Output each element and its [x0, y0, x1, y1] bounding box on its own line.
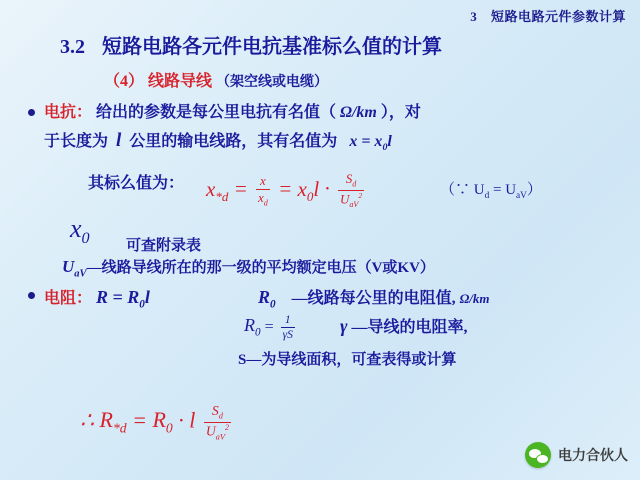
- r0-unit: Ω/km: [459, 291, 490, 306]
- numer-s: S: [345, 171, 353, 186]
- resistance-eq-sub: 0: [139, 298, 145, 311]
- r0-denom-gamma: γ: [282, 329, 288, 342]
- r0-formula: [244, 314, 298, 341]
- r0-formula-base: R: [244, 315, 255, 336]
- formula-conclusion: [80, 404, 234, 441]
- reactance-line1-tail: ），对: [380, 104, 421, 121]
- condition-sub-d: d: [484, 191, 490, 201]
- reactance-line2-a: 于长度为: [44, 133, 109, 150]
- r0-fraction-bar: [281, 327, 295, 328]
- formula-condition: [440, 178, 542, 201]
- x0-base: x: [70, 214, 82, 243]
- bullet-dot-reactance: [28, 109, 35, 116]
- uav-sub: aV: [74, 268, 87, 280]
- conclusion-lhs-sub: *d: [112, 420, 127, 436]
- formula-x0: x: [297, 176, 307, 201]
- conclusion-denom-sub: aV: [215, 430, 226, 441]
- formula-per-unit-reactance: [206, 172, 367, 209]
- formula-equals-1: =: [233, 176, 254, 201]
- conclusion-fraction-denominator: [204, 424, 231, 441]
- conclusion-therefore: ∴: [80, 407, 94, 433]
- section-title-text: 短路电路各元件电抗基准标么值的计算: [102, 36, 442, 58]
- formula-l: l: [313, 176, 320, 201]
- r0-formula-lhs: [244, 315, 261, 339]
- fraction-sd-over-uav2: [338, 172, 364, 209]
- bullet-dot-resistance: [28, 292, 35, 299]
- r0-base: R: [258, 287, 271, 307]
- fraction-numerator-x: x: [260, 172, 266, 188]
- r0-symbol: [258, 287, 276, 311]
- reactance-line1-unit: Ω/km: [340, 104, 377, 121]
- denom-u: U: [339, 191, 350, 207]
- slide-header: [470, 6, 626, 25]
- r0-denom-s: S: [287, 329, 293, 342]
- conclusion-lhs-base: R: [99, 407, 113, 433]
- r0-formula-equals: =: [264, 318, 274, 336]
- denom-x-sub: d: [263, 198, 268, 208]
- denom-x: x: [258, 189, 264, 205]
- gamma-symbol: γ: [340, 316, 348, 336]
- fraction-denominator-xd: [256, 191, 270, 208]
- formula-dot: ·: [324, 176, 335, 201]
- formula-lhs-sub: *d: [215, 188, 229, 204]
- formula-x0-l: [297, 176, 320, 204]
- gamma-definition: [340, 314, 468, 337]
- r0-fraction-denominator: [281, 329, 295, 341]
- conclusion-numer-sub: d: [218, 410, 223, 421]
- uav-text: —线路导线所在的那一级的平均额定电压（V或KV）: [86, 260, 435, 276]
- resistance-eq-lhs: R = R: [96, 287, 140, 307]
- condition-mid: = U: [489, 182, 517, 198]
- condition-end: ）: [526, 182, 542, 198]
- formula-x0-sub: 0: [306, 188, 314, 204]
- resistance-line: [44, 285, 150, 311]
- conclusion-r0: [152, 407, 173, 436]
- conclusion-equals: =: [132, 407, 147, 433]
- formula-lhs-x: x: [206, 176, 216, 201]
- formula-equals-2: =: [278, 176, 298, 201]
- section-title: [60, 30, 442, 59]
- formula-lhs: [206, 176, 229, 204]
- reactance-line2-b: 公里的输电线路，其有名值为: [129, 133, 338, 150]
- subsection-index: （4）: [104, 73, 145, 90]
- conclusion-denom-u: U: [205, 423, 216, 439]
- fraction-numerator-sd: [338, 172, 364, 189]
- conclusion-r0-base: R: [152, 407, 166, 433]
- x0-sub: 0: [81, 230, 90, 248]
- x0-lookup-note: 可查附录表: [126, 238, 202, 254]
- conclusion-numer-s: S: [211, 403, 219, 418]
- fraction-x-over-xd: [256, 174, 270, 208]
- resistance-label: 电阻：: [44, 290, 93, 307]
- conclusion-denom-sup: 2: [225, 422, 229, 432]
- condition-prefix: （∵ U: [440, 182, 485, 198]
- uav-base: U: [62, 257, 75, 276]
- r0-formula-sub: 0: [255, 326, 261, 339]
- eq-l-factor: l: [387, 133, 392, 150]
- eq-x0-subscript: 0: [382, 142, 388, 154]
- symbol-x0: [70, 214, 90, 248]
- r0-sub: 0: [270, 298, 276, 311]
- conclusion-lhs: [99, 407, 127, 436]
- r0-definition: [258, 285, 490, 311]
- header-chapter-title: 短路电路元件参数计算: [490, 9, 626, 24]
- wechat-icon: [525, 442, 551, 468]
- s-definition: S—为导线面积，可查表得或计算: [238, 352, 457, 368]
- reactance-line-2: [44, 128, 392, 153]
- conclusion-r0-sub: 0: [165, 420, 173, 436]
- conclusion-dot-l: · l: [178, 407, 196, 433]
- section-number: 3.2: [60, 36, 85, 58]
- reactance-named-value-eq: [341, 133, 392, 154]
- gamma-desc: —导线的电阻率,: [351, 319, 468, 336]
- numer-s-sub: d: [352, 179, 357, 189]
- r0-fraction-numerator: 1: [284, 314, 291, 326]
- length-symbol-l: l: [116, 130, 122, 151]
- r0-desc: —线路每公里的电阻值,: [291, 290, 456, 307]
- reactance-line-1: [44, 99, 421, 122]
- resistance-eq-l: l: [144, 287, 150, 307]
- reactance-line-3: 其标么值为：: [88, 175, 185, 192]
- resistance-equation: [96, 287, 150, 311]
- watermark: [525, 442, 628, 468]
- eq-x-equals-x: x = x: [349, 133, 383, 150]
- subsection-heading: [104, 68, 328, 91]
- conclusion-fraction: [204, 404, 231, 441]
- watermark-label: 电力合伙人: [558, 447, 628, 463]
- fraction-one-over-gamma-s: [281, 314, 295, 341]
- uav-definition: [62, 256, 435, 279]
- header-chapter-number: 3: [470, 9, 478, 24]
- uav-symbol: [62, 257, 87, 280]
- conclusion-fraction-numerator: [204, 404, 231, 421]
- fraction-denominator-uav2: [338, 192, 364, 209]
- subsection-note: （架空线或电缆）: [216, 75, 329, 90]
- denom-u-sub: aV: [349, 199, 359, 209]
- denom-u-sup: 2: [358, 191, 363, 201]
- reactance-line1-text: 给出的参数是每公里电抗有名值（: [96, 104, 337, 121]
- condition-sub-av: aV: [516, 191, 527, 201]
- subsection-name: 线路导线: [148, 73, 213, 90]
- reactance-label: 电抗：: [44, 104, 93, 121]
